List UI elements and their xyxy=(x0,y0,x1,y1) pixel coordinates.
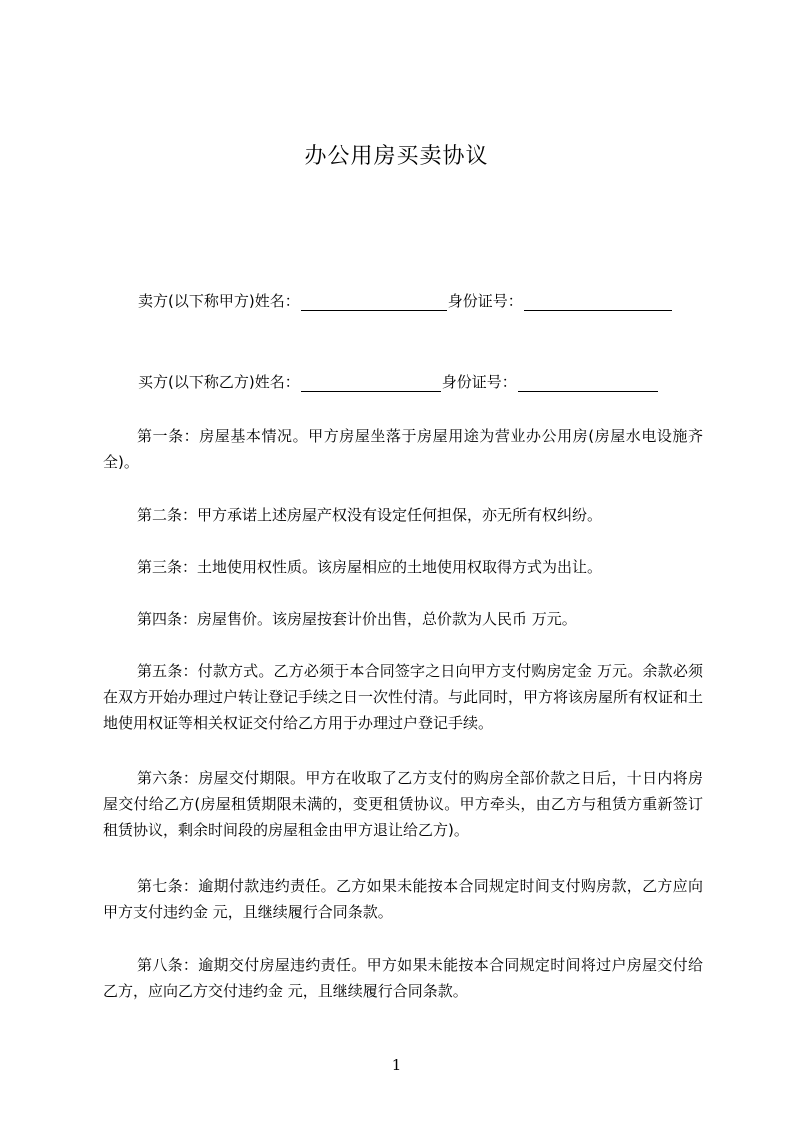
clause-7 xyxy=(103,873,703,925)
clause-1-text: 第一条：房屋基本情况。甲方房屋坐落于房屋用途为营业办公用房(房屋水电设施齐全)。 xyxy=(103,427,703,471)
page-number: 1 xyxy=(391,1056,402,1074)
clause-2-text: 第二条：甲方承诺上述房屋产权没有设定任何担保，亦无所有权纠纷。 xyxy=(137,506,603,524)
clause-6 xyxy=(103,765,703,843)
clause-2 xyxy=(103,502,703,528)
clause-7-text: 第七条：逾期付款违约责任。乙方如果未能按本合同规定时间支付购房款，乙方应向甲方支付违约金 元，且继续履行合同条款。 xyxy=(103,877,703,921)
clause-5 xyxy=(103,658,703,736)
clause-5-text: 第五条：付款方式。乙方必须于本合同签字之日向甲方支付购房定金 万元。余款必须在双方开始办理过户转让登记手续之日一次性付清。与此同时，甲方将该房屋所有权证和土地使用权证等相关权证交付给乙方用于办理过户登记手续。 xyxy=(103,662,704,732)
buyer-id-blank xyxy=(518,376,658,392)
seller-line xyxy=(138,291,738,311)
seller-id-blank xyxy=(524,295,672,311)
document-title: 办公用房买卖协议 xyxy=(304,144,489,169)
clause-4 xyxy=(103,606,703,632)
buyer-name-label: 买方(以下称乙方)姓名： xyxy=(138,373,300,391)
buyer-name-blank xyxy=(301,376,441,392)
buyer-line xyxy=(138,372,738,392)
clause-1 xyxy=(103,423,703,475)
seller-name-blank xyxy=(301,295,447,311)
seller-id-label: 身份证号： xyxy=(447,292,523,310)
clause-3-text: 第三条：土地使用权性质。该房屋相应的土地使用权取得方式为出让。 xyxy=(137,558,603,576)
clause-4-text: 第四条：房屋售价。该房屋按套计价出售，总价款为人民币 万元。 xyxy=(137,610,577,628)
clause-8-text: 第八条：逾期交付房屋违约责任。甲方如果未能按本合同规定时间将过户房屋交付给乙方，应向乙方交付违约金 元，且继续履行合同条款。 xyxy=(103,956,703,1000)
clause-3 xyxy=(103,554,703,580)
clause-6-text: 第六条：房屋交付期限。甲方在收取了乙方支付的购房全部价款之日后，十日内将房屋交付给乙方(房屋租赁期限未满的，变更租赁协议。甲方牵头，由乙方与租赁方重新签订租赁协议，剩余时间段的房屋租金由甲方退让给乙方)。 xyxy=(103,769,703,839)
seller-name-label: 卖方(以下称甲方)姓名： xyxy=(138,292,300,310)
buyer-id-label: 身份证号： xyxy=(441,373,517,391)
clause-8 xyxy=(103,952,703,1004)
